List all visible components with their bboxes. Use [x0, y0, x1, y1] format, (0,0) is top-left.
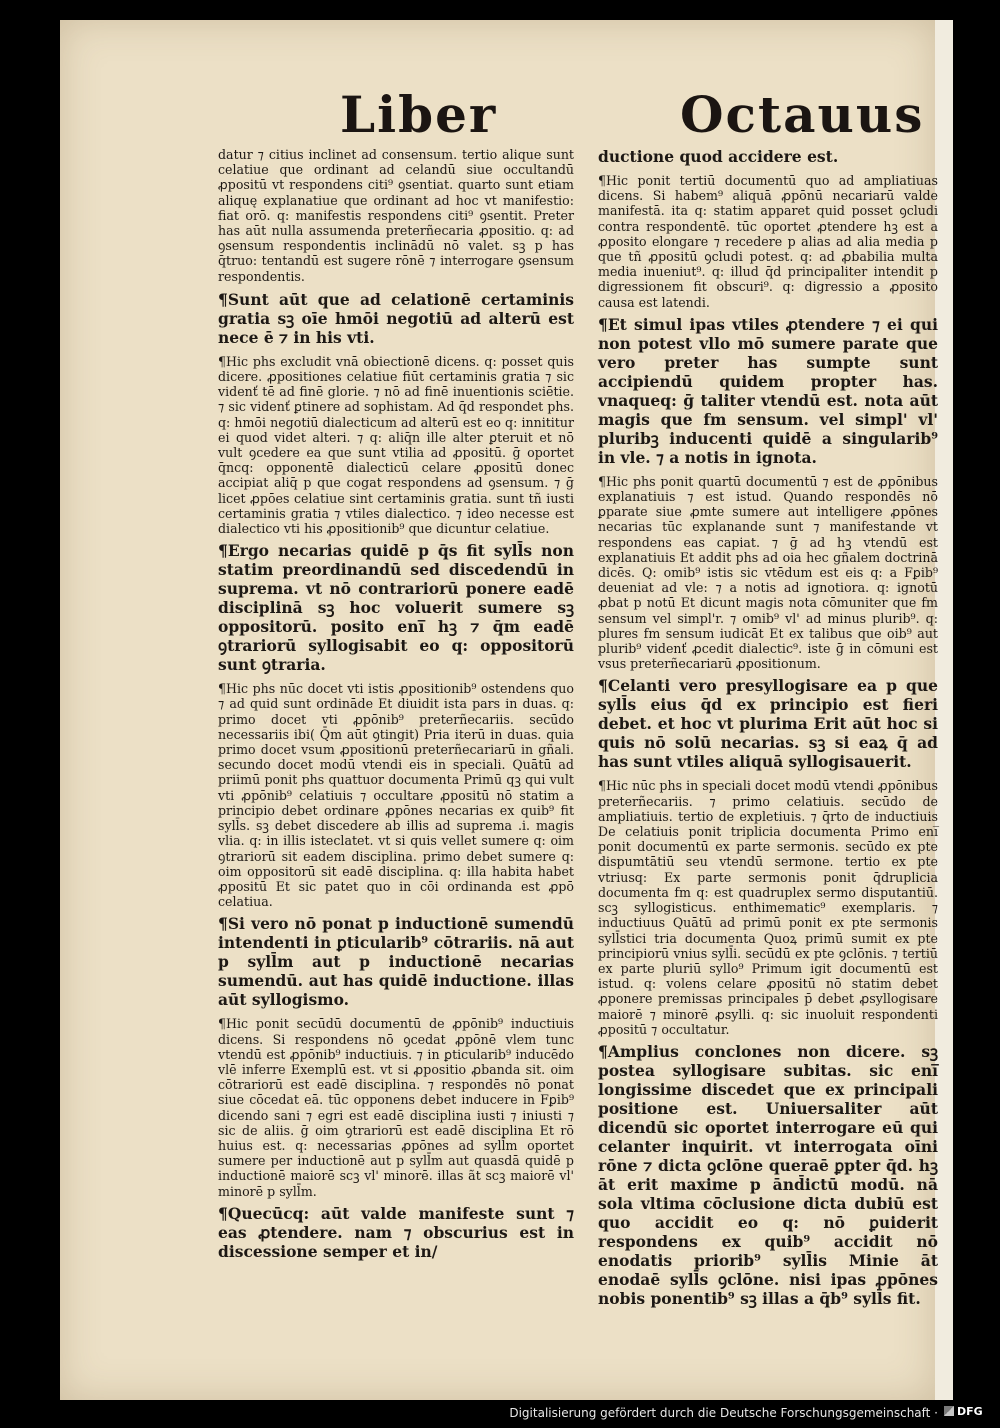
commentary-paragraph: ¶Hic phs nūc docet vti istis ꝓpositionib⁹ ostendens quo ⁊ ad quid sunt ordināde Et diuidit ista pars in duas. q: primo docet vti ꝓpōnib⁹ preterñecariis. secūdo necessariis ibi( Q̄m aūt ꝯtingit) Pria iterū in duas. quia primo docet vsum ꝓpositionū preterñecariarū in gñali. secundo docet modū vtendi eis in speciali. Quātū ad priimū ponit phs quattuor documenta Primū qꝫ qui vult vti ꝓpōnib⁹ celatiuis ⁊ occultare ꝓpositū nō statim a principio debet ordinare ꝓpōnes necarias ex quib⁹ fit syll̄s. sꝫ debet discedere ab illis ad suprema .i. magis vlia. q: in illis isteclatet. vt si quis vellet sumere q: oim ꝯtrariorū sit eadem disciplina. primo debet sumere q: oim oppositorū sit eadē disciplina. q: illa habita habet ꝓpositū Et sic patet quo in cōi ordinanda est ꝓpō celatiua.: [218, 681, 574, 910]
lemma-paragraph: ¶Sunt aūt que ad celationē certaminis gratia sꝫ oīe hmōi negotiū ad alterū est nece ē ⁊ in his vti.: [218, 289, 574, 347]
right-text-column: [598, 147, 938, 1315]
lemma-paragraph: ¶Amplius conclones non dicere. sꝫ postea syllogisare subitas. sic eni̅ longissime discedet que ex principali positione est. Uniuersaliter aūt dicendū sic oportet interrogare eū qui celanter inquirit. vt interrogata oīni rōne ⁊ dicta ꝯclōne queraē ꝑpter q̄d. hꝫ āt erit maxime p ānd̄ictū modū. nā sola vltima cōclusione dicta dubiū est quo accidit eo q: nō ꝑuiderit respondens ex quib⁹ accidit nō enodatis priorib⁹ syll̄is Minie āt enodaē syll̄s ꝯclōne. nisi ipas ꝓpōnes nobis ponentib⁹ sꝫ illas a q̄b⁹ syll̄s fit.: [598, 1041, 938, 1308]
paragraph: ductione quod accidere est.: [598, 147, 839, 166]
commentary-paragraph: ¶Hic ponit tertiū documentū quo ad ampliatiuas dicens. Si habem⁹ aliquā ꝓpōnū necariarū valde manifestā. ita q: statim apparet quid posset ꝯcludi contra respondentē. tūc oportet ꝓtendere hꝫ est a ꝓposito elongare ⁊ recedere p alias ad alia media p que tñ ꝓpositū ꝯcludi potest. q: ad ꝓbabilia multa media inueniut⁹. q: illud q̄d principaliter intendit p digressionem fit obscuri⁹. q: digressio a ꝓposito causa est latendi.: [598, 173, 938, 310]
commentary-paragraph: ¶Hic phs ponit quartū documentū ⁊ est de ꝓpōnibus explanatiuis ⁊ est istud. Quando respondēs nō ꝑparate siue ꝓmte sumere aut intelligere ꝓpōnes necarias tūc explanande sunt ⁊ manifestande vt respondens eas capiat. ⁊ ḡ ad hꝫ vtendū est explanatiuis Et addit phs ad oia hec gñalem doctrinā dicēs. Q: omib⁹ istis sic vtēdum est eis q: a Fꝑib⁹ deueniat ad vle: ⁊ a notis ad ignotiora. q: ignotū ꝓbat p notū Et dicunt magis nota cōmuniter que fm sensum vel simpl'r. ⁊ omib⁹ vl' ad minus plurib⁹. q: plures fm sensum iudicāt Et ex talibus que oib⁹ aut plurib⁹ videnť ꝓcedit dialectic⁹. iste ḡ in cōmuni est vsus preterñecariarū ꝓpositionum.: [598, 473, 938, 672]
paragraph: datur ⁊ citius inclinet ad consensum. tertio alique sunt celatiue que ordinant ad celandū siue occultandū ꝓpositū vt respondens citi⁹ ꝯsentiat. quarto sunt etiam aliquę explanatiue que ordinant ad hoc vt manifestio: fiat orō. q: manifestis respondens citi⁹ ꝯsentit. Preter has aūt nulla assumenda preterñecaria ꝓpositio. q: ad ꝯsensum respondentis inclinādū nō valet. sꝫ p has q̄truo: tentandū est sugere rōnē ⁊ interrogare ꝯsensum respondentis.: [218, 147, 574, 284]
dfg-logo-icon: [944, 1405, 988, 1421]
commentary-paragraph: ¶Hic nūc phs in speciali docet modū vtendi ꝓpōnibus preterñecariis. ⁊ primo celatiuis. secūdo de ampliatiuis. tertio de expletiuis. ⁊ q̄rto de inductiuis De celatiuis ponit triplicia documenta Primo eni̅ ponit documentū ex parte sermonis. secūdo ex pte dispumtātiū seu vtendū sermone. tertio ex pte vtriusq: Ex parte sermonis ponit q̄druplicia documenta fm q: est quadruplex sermo disputantiū. scꝫ syllogisticus. enthimematic⁹ exemplaris. ⁊ inductiuus Quātū ad primū ponit ex pte sermonis syll̄stici tria documenta Quoꝝ primū sumit ex pte principiorū vnius syll̄i. secūdū ex pte ꝯclōnis. ⁊ tertiū ex parte pluriū syllo⁹ Primum igit documentū est istud. q: volens celare ꝓpositū nō statim debet ꝓponere premissas principales p̄ debet ꝓsyllogisare maiorē ⁊ minorē ꝓsylli. q: sic inuoluit respondenti ꝓpositū ⁊ occultatur.: [598, 778, 938, 1037]
dfg-logo-text: DFG: [957, 1405, 983, 1418]
lemma-paragraph: ¶Celanti vero presyllogisare ea p que syll̄s eius q̄d ex principio est fieri debet. et hoc vt plurima Erit aūt hoc si quis nō solū necarias. sꝫ si eaꝝ q̄ ad has sunt vtiles aliquā syllogisauerit.: [598, 676, 938, 772]
commentary-paragraph: ¶Hic ponit secūdū documentū de ꝓpōnib⁹ inductiuis dicens. Si respondens nō ꝯcedat ꝓpōnē vlem tunc vtendū est ꝓpōnib⁹ inductiuis. ⁊ in ꝑticularib⁹ inducēdo vlē inferre Exemplū est. vt si ꝓpositio ꝓbanda sit. oim cōtrariorū est eadē disciplina. ⁊ respondēs nō ponat siue cōcedat eā. tūc opponens debet inducere in Fꝑib⁹ dicendo sani ⁊ egri est eadē disciplina iusti ⁊ iniusti ⁊ sic de aliis. ḡ oim ꝯtrariorū est eadē disciplina Et rō huius est. q: necessarias ꝓpōnes ad syll̄m oportet sumere per inductionē aut p syll̄m aut quasdā quidē p inductionē maiorē scꝫ vl' minorē. illas ãt scꝫ maiorē vl' minorē p syll̄m.: [218, 1016, 574, 1199]
commentary-paragraph: ¶Hic phs excludit vnā obiectionē dicens. q: posset quis dicere. ꝓpositiones celatiue fiūt certaminis gratia ⁊ sic videnť tē ad finē glorie. ⁊ nō ad finē inuentionis sciētie. ⁊ sic videnť ꝑtinere ad sophistam. Ad q̄d respondet phs. q: hmōi negotiū dialecticum ad alterū est eo q: innititur ei quod videt alteri. ⁊ q: aliq̄n ille alter ꝑteruit et nō vult ꝯcedere ea que sunt vtilia ad ꝓpositū. ḡ oportet q̄ncq: opponentē dialecticū celare ꝓpositū donec accipiat aliq̄ p que cogat respondens ad ꝯsensum. ⁊ ḡ licet ꝓpōes celatiue sint certaminis gratia. sunt tñ iusti certaminis gratia ⁊ vtiles dialectico. ⁊ ideo necesse est dialectico vti his ꝓpositionib⁹ que dicuntur celatiue.: [218, 353, 574, 537]
funding-notice: Digitalisierung gefördert durch die Deutsche Forschungsgemeinschaft ·: [509, 1406, 938, 1420]
lemma-paragraph: ¶Si vero nō ponat p inductionē sumendū intendenti in ꝑticularib⁹ cōtrariis. nā aut p syll̄m aut p inductionē necarias sumendū. aut has quidē inductione. illas aūt syllogismo.: [218, 914, 574, 1010]
scan-left-edge: [0, 0, 60, 1400]
footer-bar: [0, 1400, 1000, 1428]
lemma-paragraph: ¶Et simul ipas vtiles ꝓtendere ⁊ ei qui non potest vllo mō sumere parate que vero preter has sumpte sunt accipiendū quidem propter has. vnaqueq: ḡ taliter vtendū est. nota aūt magis que fm sensum. vel simpl' vl' pluribꝫ inducenti quidē a singularib⁹ in vle. ⁊ a notis in ignota.: [598, 314, 938, 467]
left-text-column: [218, 147, 574, 1268]
lemma-paragraph: ¶Ergo necarias quidē p q̄s fit syll̄s non statim preordinandū sed discedendū in suprema. vt nō contrariorū ponere eadē disciplinā sꝫ hoc voluerit sumere sꝫ oppositorū. posito eni̅ hꝫ ⁊ q̄m eadē ꝯtrariorū syllogisabit eo q: oppositorū sunt ꝯtraria.: [218, 541, 574, 675]
running-head-left: Liber: [340, 85, 498, 144]
lemma-paragraph: ¶Quecūcq: aūt valde manifeste sunt ⁊ eas ꝓtendere. nam ⁊ obscurius est in discessione semper et in/: [218, 1203, 574, 1261]
running-head-right: Octauus: [680, 85, 925, 144]
